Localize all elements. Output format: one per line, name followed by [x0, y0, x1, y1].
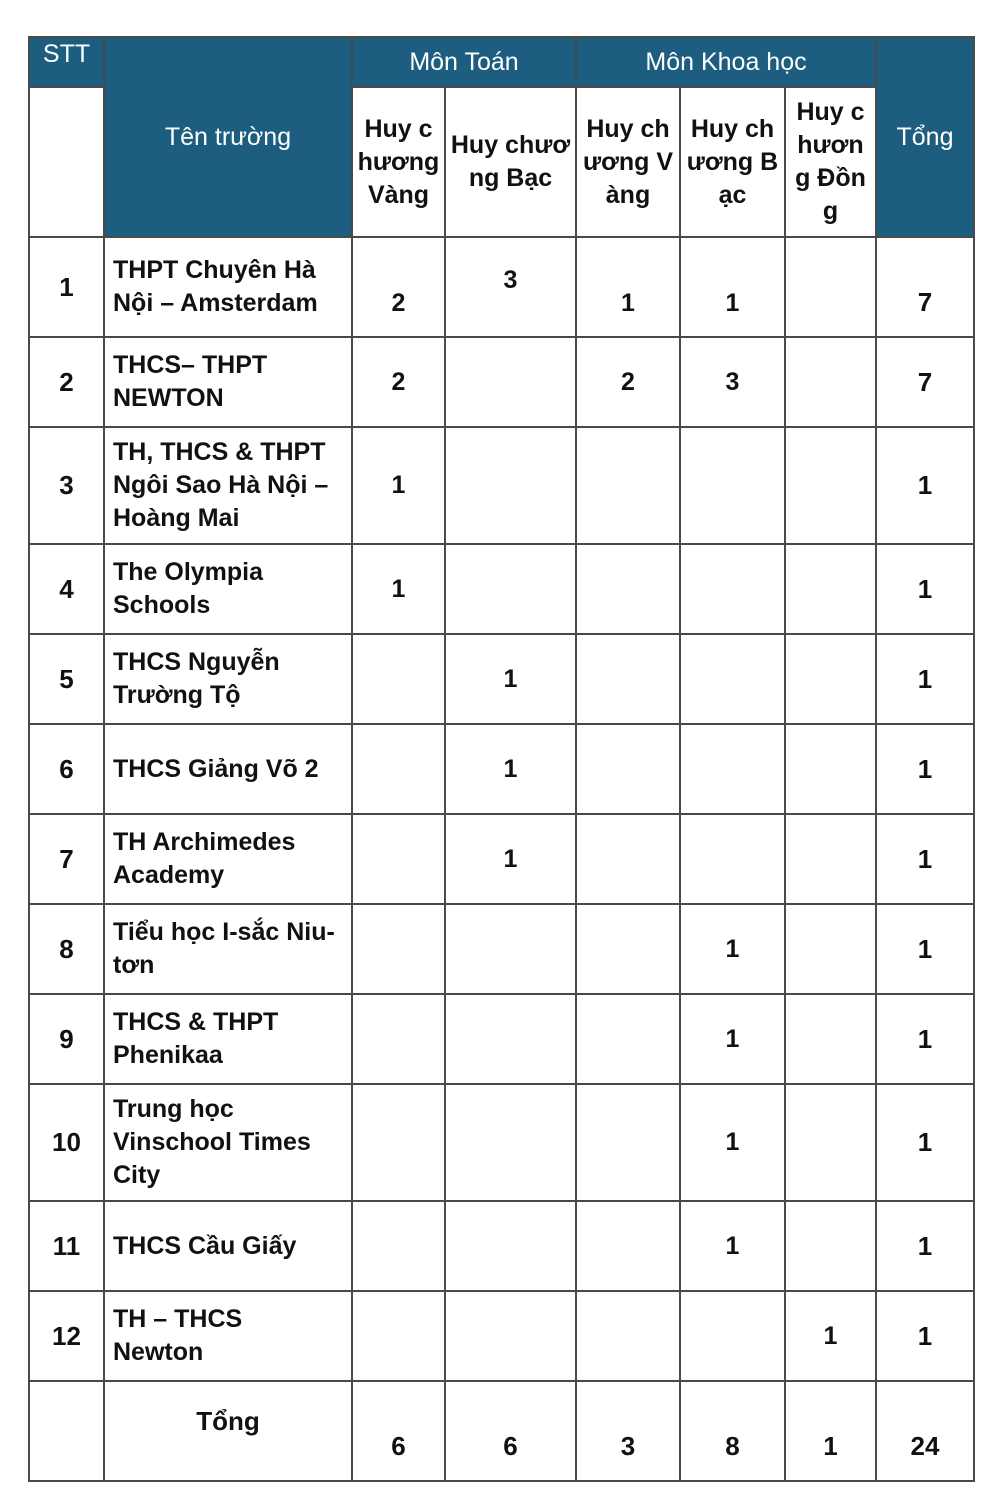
- science-bronze-cell: [785, 544, 876, 634]
- science-bronze-cell: [785, 814, 876, 904]
- math-silver-cell: [445, 544, 576, 634]
- row-total-cell: 1: [876, 814, 974, 904]
- science-bronze-cell: [785, 634, 876, 724]
- row-total-cell: 7: [876, 337, 974, 427]
- science-bronze-cell: 1: [785, 1291, 876, 1381]
- science-bronze-cell: [785, 427, 876, 544]
- school-name-cell: Tiểu học I-sắc Niu-tơn: [104, 904, 352, 994]
- math-silver-cell: [445, 1084, 576, 1201]
- math-silver-cell: [445, 1201, 576, 1291]
- math-silver-cell: 1: [445, 634, 576, 724]
- school-name-cell: TH, THCS & THPT Ngôi Sao Hà Nội – Hoàng Mai: [104, 427, 352, 544]
- math-silver-cell: [445, 904, 576, 994]
- science-bronze-cell: [785, 1201, 876, 1291]
- stt-cell: 10: [29, 1084, 104, 1201]
- science-gold-cell: [576, 904, 680, 994]
- science-gold-cell: [576, 1291, 680, 1381]
- total-math-gold: 6: [352, 1381, 445, 1481]
- stt-cell: 9: [29, 994, 104, 1084]
- table-row: [29, 904, 974, 994]
- math-gold-cell: 2: [352, 237, 445, 337]
- table-row: [29, 1201, 974, 1291]
- science-silver-cell: [680, 1291, 785, 1381]
- science-bronze-cell: [785, 724, 876, 814]
- row-total-cell: 1: [876, 724, 974, 814]
- science-bronze-cell: [785, 337, 876, 427]
- math-gold-cell: [352, 1291, 445, 1381]
- stt-cell: 3: [29, 427, 104, 544]
- stt-cell: 2: [29, 337, 104, 427]
- math-gold-cell: 1: [352, 544, 445, 634]
- math-gold-cell: 2: [352, 337, 445, 427]
- row-total-cell: 1: [876, 427, 974, 544]
- stt-cell: 12: [29, 1291, 104, 1381]
- school-name-cell: THCS Giảng Võ 2: [104, 724, 352, 814]
- math-gold-cell: [352, 994, 445, 1084]
- total-header: Tổng: [876, 37, 974, 237]
- math-gold-cell: [352, 904, 445, 994]
- science-group-header: Môn Khoa học: [576, 37, 876, 87]
- math-gold-cell: [352, 634, 445, 724]
- math-silver-cell: [445, 1291, 576, 1381]
- table-row: [29, 994, 974, 1084]
- school-name-header: Tên trường: [104, 37, 352, 237]
- school-name-cell: THCS & THPT Phenikaa: [104, 994, 352, 1084]
- science-bronze-cell: [785, 1084, 876, 1201]
- totals-label: Tổng: [104, 1381, 352, 1481]
- math-silver-cell: 1: [445, 814, 576, 904]
- math-silver-header: Huy chương Bạc: [445, 87, 576, 237]
- science-silver-cell: [680, 634, 785, 724]
- row-total-cell: 1: [876, 1291, 974, 1381]
- math-gold-cell: [352, 1084, 445, 1201]
- science-gold-cell: [576, 814, 680, 904]
- stt-cell: 11: [29, 1201, 104, 1291]
- science-silver-cell: 1: [680, 1084, 785, 1201]
- science-gold-cell: 2: [576, 337, 680, 427]
- math-silver-cell: [445, 337, 576, 427]
- row-total-cell: 1: [876, 634, 974, 724]
- school-name-cell: The Olympia Schools: [104, 544, 352, 634]
- science-silver-cell: [680, 427, 785, 544]
- totals-row: [29, 1381, 974, 1481]
- math-gold-cell: 1: [352, 427, 445, 544]
- header-row-top: [29, 37, 974, 87]
- school-name-cell: TH Archimedes Academy: [104, 814, 352, 904]
- table-row: [29, 1291, 974, 1381]
- stt-cell: 6: [29, 724, 104, 814]
- stt-cell: 8: [29, 904, 104, 994]
- row-total-cell: 1: [876, 544, 974, 634]
- science-silver-header: Huy chương Bạc: [680, 87, 785, 237]
- science-bronze-cell: [785, 994, 876, 1084]
- science-silver-cell: [680, 724, 785, 814]
- science-bronze-cell: [785, 237, 876, 337]
- math-group-header: Môn Toán: [352, 37, 576, 87]
- science-gold-header: Huy chương Vàng: [576, 87, 680, 237]
- science-silver-cell: [680, 814, 785, 904]
- row-total-cell: 1: [876, 1201, 974, 1291]
- science-silver-cell: [680, 544, 785, 634]
- math-gold-cell: [352, 814, 445, 904]
- stt-cell: 1: [29, 237, 104, 337]
- total-science-bronze: 1: [785, 1381, 876, 1481]
- science-silver-cell: 1: [680, 237, 785, 337]
- table-row: [29, 634, 974, 724]
- totals-stt-blank: [29, 1381, 104, 1481]
- science-gold-cell: [576, 544, 680, 634]
- math-gold-cell: [352, 724, 445, 814]
- science-silver-cell: 1: [680, 904, 785, 994]
- science-gold-cell: [576, 634, 680, 724]
- stt-cell: 7: [29, 814, 104, 904]
- science-gold-cell: [576, 724, 680, 814]
- row-total-cell: 7: [876, 237, 974, 337]
- science-silver-cell: 1: [680, 994, 785, 1084]
- science-bronze-header: Huy chương Đồng: [785, 87, 876, 237]
- table-row: [29, 544, 974, 634]
- stt-header-blank: [29, 87, 104, 237]
- total-math-silver: 6: [445, 1381, 576, 1481]
- science-silver-cell: 1: [680, 1201, 785, 1291]
- science-silver-cell: 3: [680, 337, 785, 427]
- table-row: [29, 427, 974, 544]
- math-silver-cell: 3: [445, 237, 576, 337]
- row-total-cell: 1: [876, 904, 974, 994]
- math-silver-cell: [445, 994, 576, 1084]
- table-row: [29, 724, 974, 814]
- grand-total: 24: [876, 1381, 974, 1481]
- table-row: [29, 814, 974, 904]
- table-row: [29, 237, 974, 337]
- table-row: [29, 1084, 974, 1201]
- science-gold-cell: 1: [576, 237, 680, 337]
- stt-cell: 5: [29, 634, 104, 724]
- table-row: [29, 337, 974, 427]
- math-silver-cell: [445, 427, 576, 544]
- school-name-cell: Trung học Vinschool Times City: [104, 1084, 352, 1201]
- school-name-cell: THPT Chuyên Hà Nội – Amsterdam: [104, 237, 352, 337]
- science-gold-cell: [576, 1084, 680, 1201]
- math-gold-cell: [352, 1201, 445, 1291]
- stt-header: STT: [29, 37, 104, 87]
- school-name-cell: THCS– THPT NEWTON: [104, 337, 352, 427]
- row-total-cell: 1: [876, 994, 974, 1084]
- school-name-cell: THCS Cầu Giấy: [104, 1201, 352, 1291]
- math-gold-header: Huy chương Vàng: [352, 87, 445, 237]
- science-bronze-cell: [785, 904, 876, 994]
- total-science-silver: 8: [680, 1381, 785, 1481]
- science-gold-cell: [576, 427, 680, 544]
- math-silver-cell: 1: [445, 724, 576, 814]
- science-gold-cell: [576, 1201, 680, 1291]
- school-name-cell: THCS Nguyễn Trường Tộ: [104, 634, 352, 724]
- medal-table: [28, 36, 975, 1482]
- science-gold-cell: [576, 994, 680, 1084]
- total-science-gold: 3: [576, 1381, 680, 1481]
- row-total-cell: 1: [876, 1084, 974, 1201]
- school-name-cell: TH – THCS Newton: [104, 1291, 352, 1381]
- stt-cell: 4: [29, 544, 104, 634]
